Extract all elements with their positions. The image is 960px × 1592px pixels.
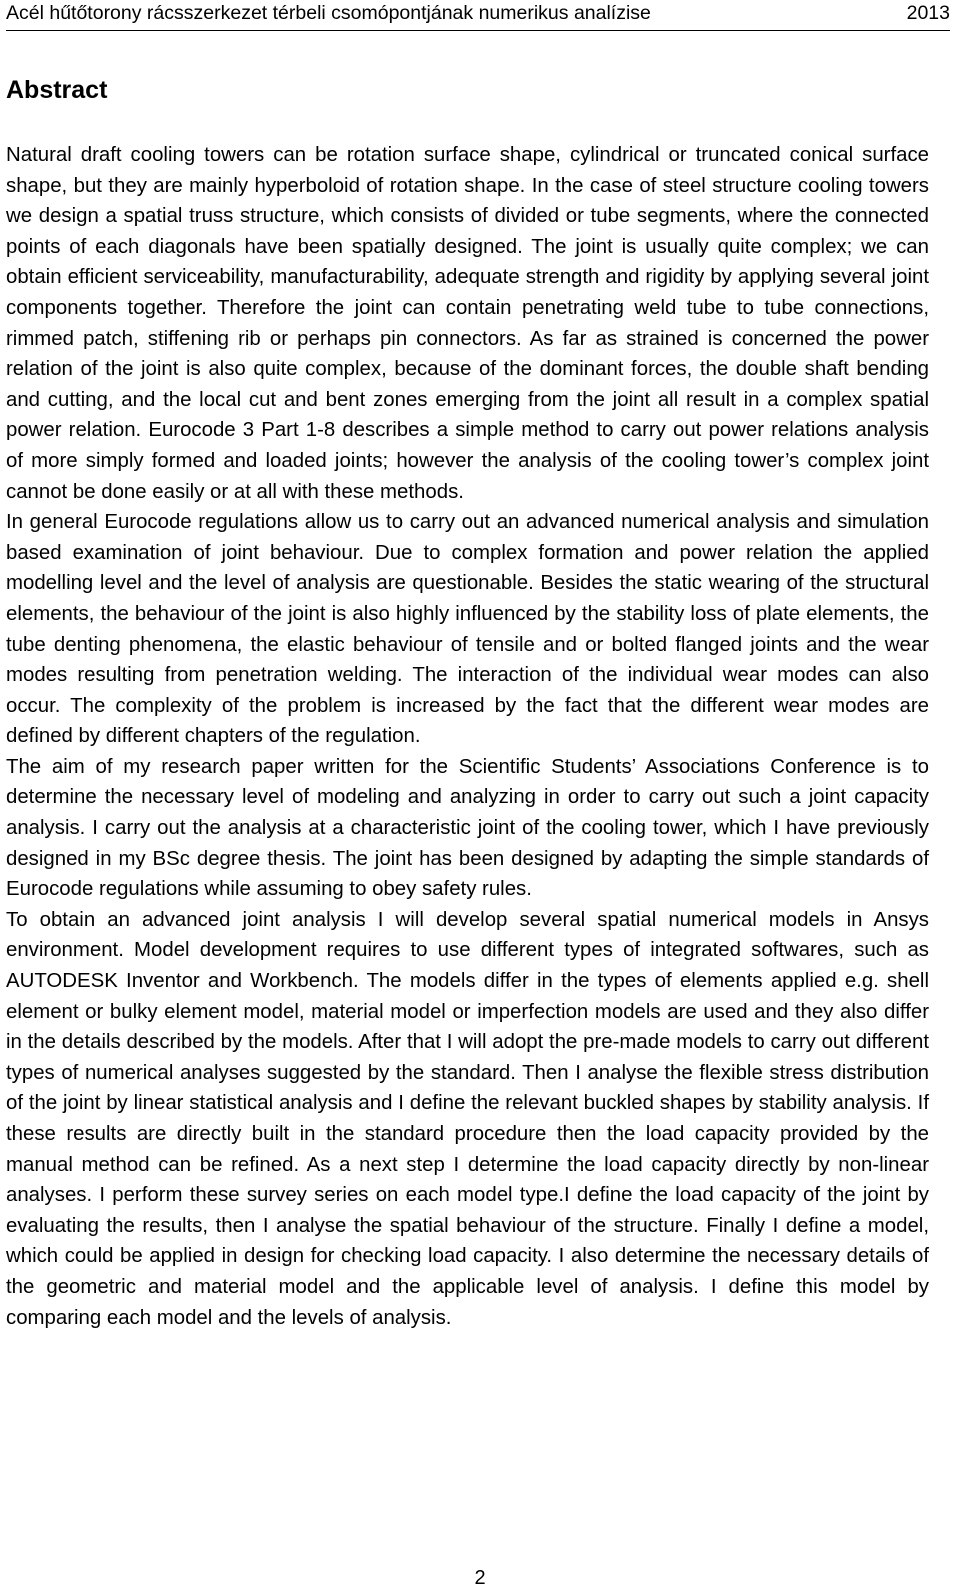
page-number: 2: [474, 1567, 486, 1589]
running-header: [6, 0, 950, 31]
paragraph-2: In general Eurocode regulations allow us to carry out an advanced numerical analysis and simulation based examination of joint behaviour. Due to complex formation and power relation the applied modelling level and the level of analysis are questionable. Besides the static wearing of the structural elements, the behaviour of the joint is also highly influenced by the stability loss of plate elements, the tube denting phenomena, the elastic behaviour of tensile and or bolted flanged joints and the wear modes resulting from penetration welding. The interaction of the individual wear modes can also occur. The complexity of the problem is increased by the fact that the different wear modes are defined by different chapters of the regulation.: [6, 511, 929, 748]
paragraph-4: To obtain an advanced joint analysis I will develop several spatial numerical models in Ansys environment. Model development requires to use different types of integrated softwares, such as AUTODESK Inventor and Workbench. The models differ in the types of elements applied e.g. shell element or bulky element model, material model or imperfection models are used and they also differ in the details described by the models. After that I will adopt the pre-made models to carry out different types of numerical analyses suggested by the standard. Then I analyse the flexible stress distribution of the joint by linear statistical analysis and I define the relevant buckled shapes by stability analysis. If these results are directly built in the standard procedure then the load capacity provided by the manual method can be refined. As a next step I determine the load capacity directly by non-linear analyses. I perform these survey series on each model type.I define the load capacity of the joint by evaluating the results, then I analyse the spatial behaviour of the structure. Finally I define a model, which could be applied in design for checking load capacity. I also determine the necessary details of the geometric and material model and the applicable level of analysis. I define this model by comparing each model and the levels of analysis.: [6, 908, 929, 1329]
paragraph-1: Natural draft cooling towers can be rotation surface shape, cylindrical or truncated conical surface shape, but they are mainly hyperboloid of rotation shape. In the case of steel structure cooling towers we design a spatial truss structure, which consists of divided or tube segments, where the connected points of each diagonals have been spatially designed. The joint is usually quite complex; we can obtain efficient serviceability, manufacturability, adequate strength and rigidity by applying several joint components together. Therefore the joint can contain penetrating weld tube to tube connections, rimmed patch, stiffening rib or perhaps pin connectors. As far as strained is concerned the power relation of the joint is also quite complex, because of the dominant forces, the double shaft bending and cutting, and the local cut and bent zones emerging from the joint all result in a complex spatial power relation. Eurocode 3 Part 1-8 describes a simple method to carry out power relations analysis of more simply formed and loaded joints; however the analysis of the cooling tower’s complex joint cannot be done easily or at all with these methods.: [6, 144, 929, 503]
section-title: Abstract: [6, 76, 108, 104]
header-year: 2013: [906, 2, 950, 24]
header-title: Acél hűtőtorony rácsszerkezet térbeli csomópontjának numerikus analízise: [6, 2, 651, 24]
paragraph-3: The aim of my research paper written for the Scientific Students’ Associations Conference is to determine the necessary level of modeling and analyzing in order to carry out such a joint capacity analysis. I carry out the analysis at a characteristic joint of the cooling tower, which I have previously designed in my BSc degree thesis. The joint has been designed by adapting the simple standards of Eurocode regulations while assuming to obey safety rules.: [6, 755, 929, 901]
abstract-body: [6, 140, 929, 1333]
